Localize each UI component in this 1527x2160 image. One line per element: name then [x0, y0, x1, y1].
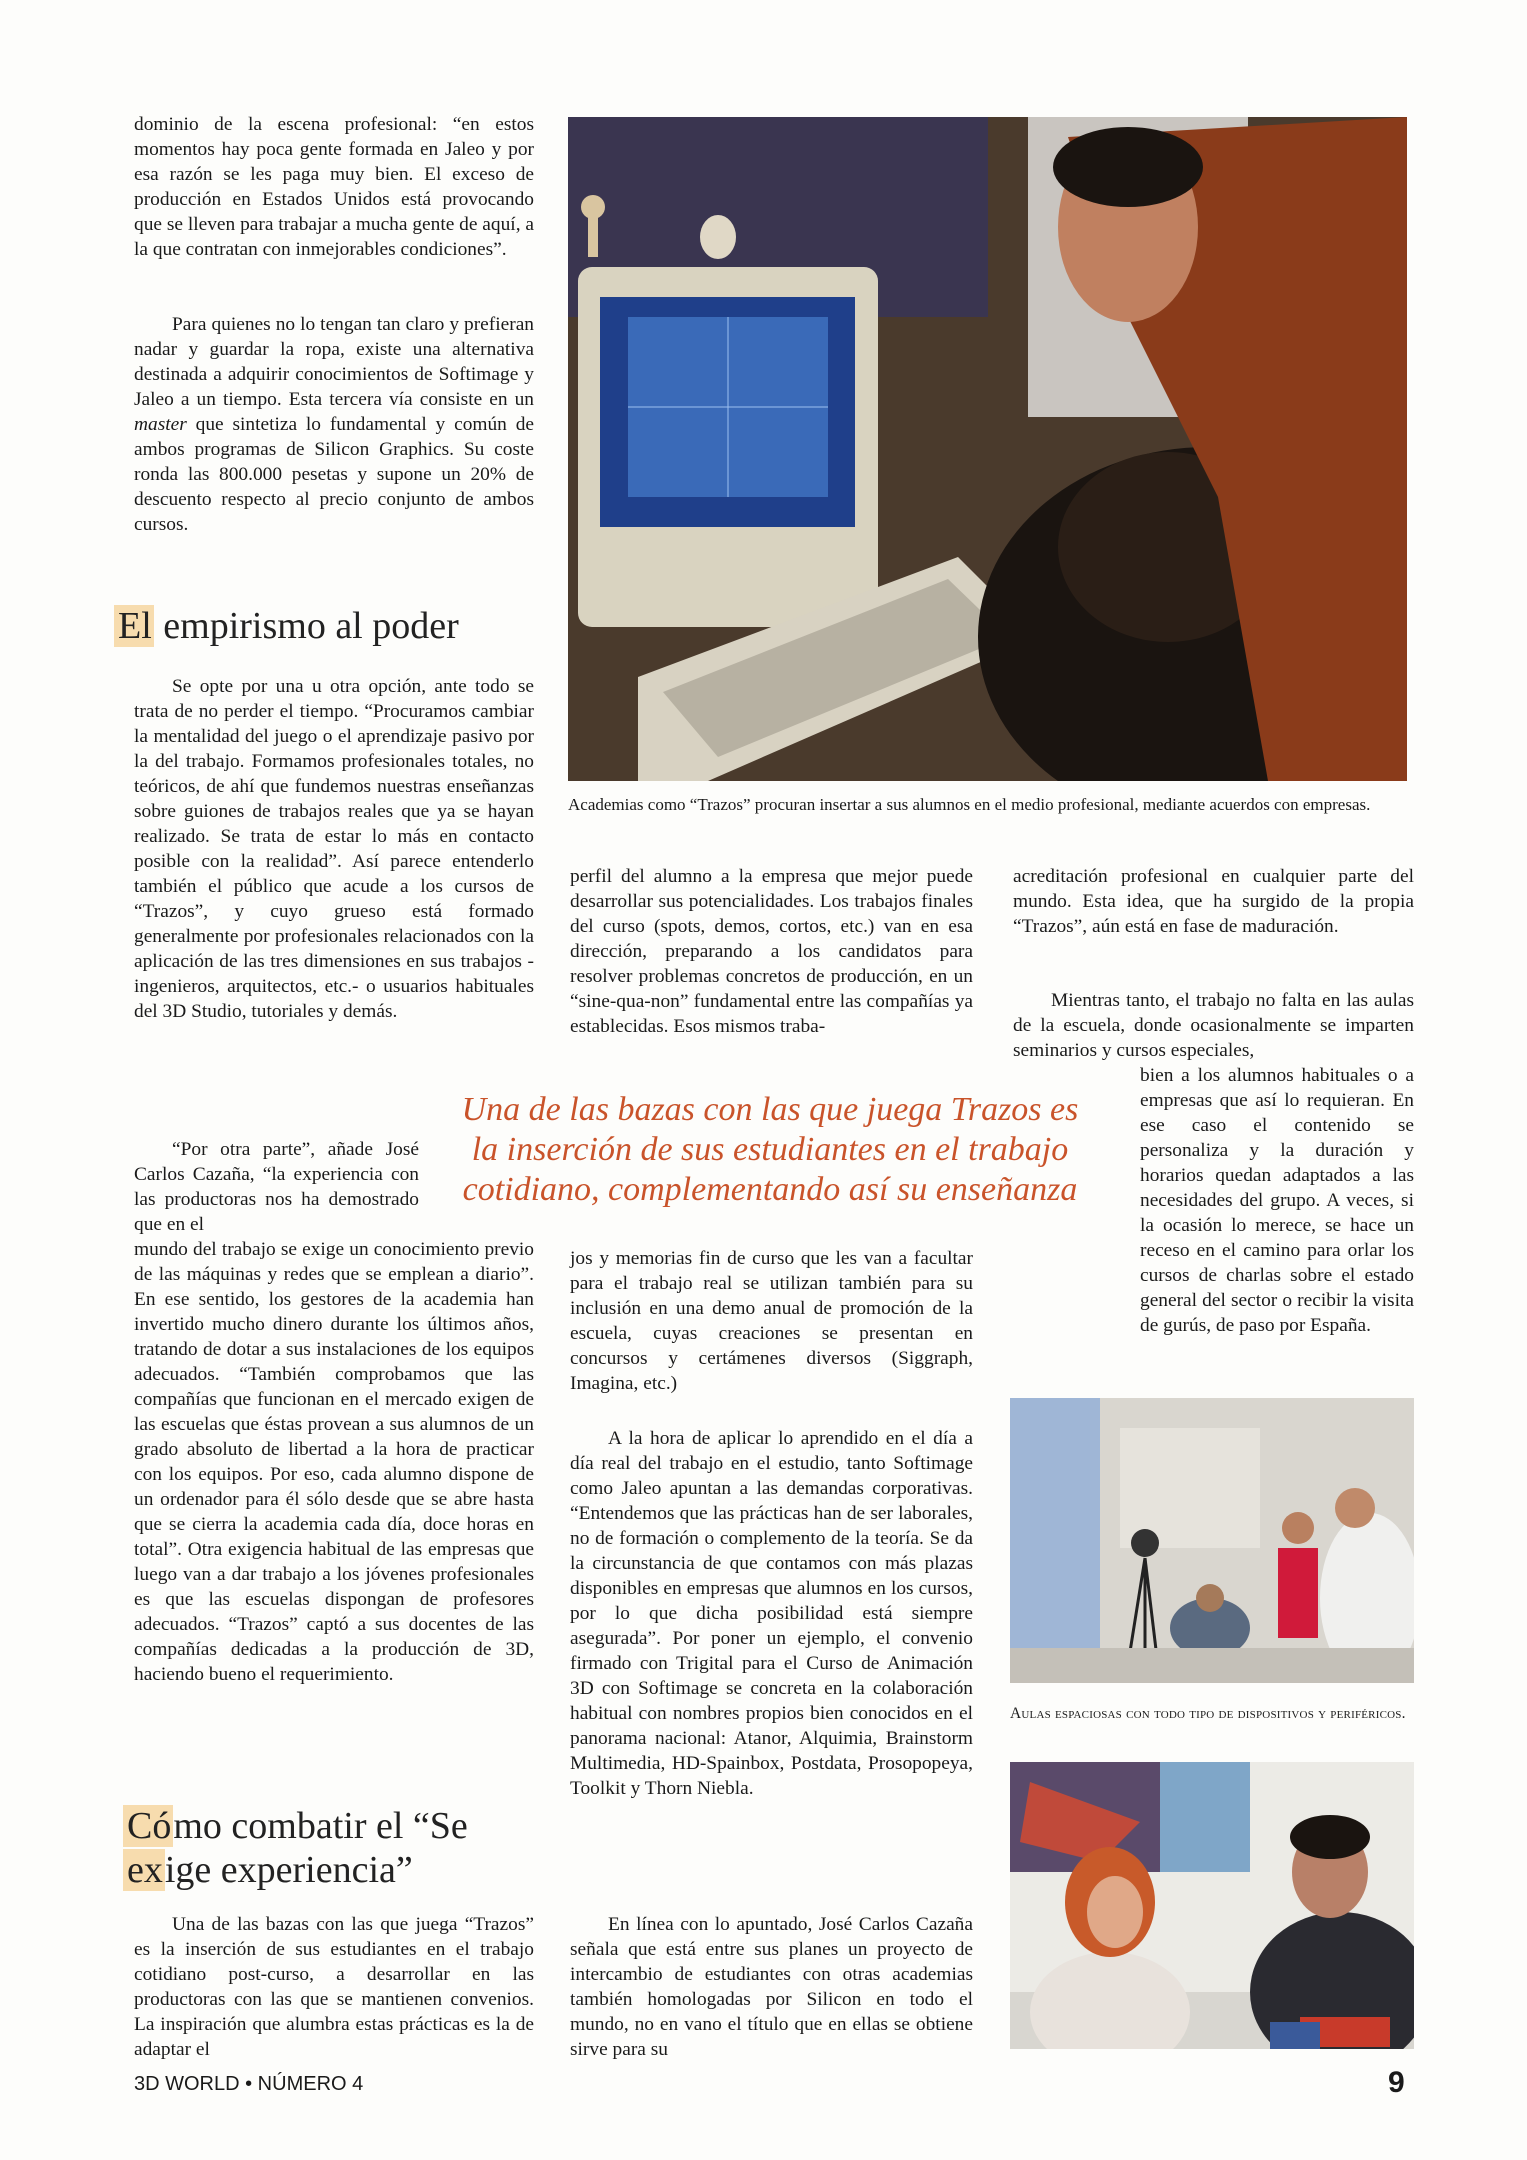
photo-computer-lab: [568, 117, 1407, 781]
col1-para2: [134, 312, 534, 537]
heading-highlight: El: [114, 605, 154, 647]
col1-para5-text: Una de las bazas con las que juega “Trazos” es la inserción de sus estudiantes en el trabajo cotidiano post-curso, a desarrollar en las productoras con las que se mantienen convenios. La inspiración que alumbra estas prácticas es la de adaptar el: [134, 1914, 534, 2060]
photo-meeting: [1010, 1762, 1414, 2049]
col3-para2b: [1140, 1063, 1414, 1338]
photo-meeting-illustration: [1010, 1762, 1414, 2049]
col1-para4b-text: mundo del trabajo se exige un conocimiento previo de las máquinas y redes que se emplean a diario”. En ese sentido, los gestores de la academia han invertido mucho dinero durante los últimos años, tratando de dotar a sus instalaciones de los equipos adecuados. “También comprobamos que las compañías que funcionan en el mercado exigen de las escuelas que éstas provean a sus alumnos de un grado absoluto de libertad a la hora de practicar con los equipos. Por eso, cada alumno dispone de un ordenador para él sólo desde que se abre hasta que se cierra la academia cada día, doce horas en total”. Otra exigencia habitual de las empresas que luego van a dar trabajo a los jóvenes profesionales es que las escuelas dispongan de profesores adecuados. “Trazos” captó a sus docentes de las compañías dedicadas a la producción de 3D, haciendo bueno el requerimiento.: [134, 1239, 534, 1685]
col1-para4b: [134, 1237, 534, 1687]
page-number-text: 9: [1388, 2066, 1405, 2099]
photo-classroom: [1010, 1398, 1414, 1683]
col3-para1-text: acreditación profesional en cualquier parte del mundo. Esta idea, que ha surgido de la propia “Trazos”, aún está en fase de maduración.: [1013, 866, 1414, 937]
photo-classroom-caption: [1010, 1704, 1414, 1724]
col3-para2b-text: bien a los alumnos habituales o a empresas que así lo requieran. En ese caso el contenido se personaliza y la duración y horarios quedan adaptados a las necesidades del grupo. A veces, si la ocasión lo merece, se hace un receso en el camino para orlar los cursos de charlas sobre el estado general del sector o recibir la visita de gurús, de paso por España.: [1140, 1065, 1414, 1336]
pull-quote: [420, 1090, 1120, 1210]
col1-para5: [134, 1912, 534, 2062]
col2-para3-text: A la hora de aplicar lo aprendido en el día a día real del trabajo en el estudio, tanto Softimage como Jaleo apuntan a las demandas corporativas. “Entendemos que las prácticas han de ser laborales, no de formación o complemento de la teoría. Se da la circunstancia de que contamos con más plazas disponibles en empresas que alumnos en los cursos, por lo que dicha posibilidad está siempre asegurada”. Por poner un ejemplo, el convenio firmado con Trigital para el Curso de Animación 3D con Softimage se concreta en la colaboración habitual con nombres propios bien conocidos en el panorama nacional: Atanor, Alquimia, Brainstorm Multimedia, HD-Spainbox, Postdata, Prosopopeya, Toolkit y Thorn Niebla.: [570, 1428, 973, 1799]
section-heading-empirismo: [118, 604, 558, 648]
heading2-text-1: mo combatir el “Se: [173, 1805, 468, 1847]
col3-para2a: [1013, 988, 1414, 1063]
col1-para2-text-a: Para quienes no lo tengan tan claro y prefieran nadar y guardar la ropa, existe una alternativa destinada a adquirir conocimientos de Softimage y Jaleo a un tiempo. Esta tercera vía consiste en un: [134, 314, 534, 410]
col2-para4-text: En línea con lo apuntado, José Carlos Cazaña señala que está entre sus planes un proyecto de intercambio de estudiantes con otras academias también homologadas por Silicon en todo el mundo, no en vano el título que en ellas se obtiene sirve para su: [570, 1914, 973, 2060]
col1-para2-emphasis: master: [134, 414, 187, 435]
col2-para3: [570, 1426, 973, 1801]
col1-para4a: [134, 1137, 419, 1237]
col2-para2-text: jos y memorias fin de curso que les van a facultar para el trabajo real se utilizan también para su inclusión en una demo anual de promoción de la escuela, cuyas creaciones se presentan en concursos y certámenes diversos (Siggraph, Imagina, etc.): [570, 1248, 973, 1394]
heading2-highlight-1: Có: [123, 1805, 173, 1847]
footer-publication: [134, 2073, 363, 2096]
pull-quote-line1: Una de las bazas con las que juega Trazos es: [461, 1091, 1079, 1128]
heading2-highlight-2: ex: [123, 1849, 165, 1891]
col3-para1: [1013, 864, 1414, 939]
col2-para1: [570, 864, 973, 1039]
photo-classroom-illustration: [1010, 1398, 1414, 1683]
col1-para4a-text: “Por otra parte”, añade José Carlos Cazaña, “la experiencia con las productoras nos ha demostrado que en el: [134, 1139, 419, 1235]
col1-para2-text-b: que sintetiza lo fundamental y común de ambos programas de Silicon Graphics. Su coste ronda las 800.000 pesetas y supone un 20% de descuento respecto al precio conjunto de ambos cursos.: [134, 414, 534, 535]
heading-text: empirismo al poder: [153, 605, 459, 647]
col2-para2: [570, 1246, 973, 1396]
heading2-text-2: ige experiencia”: [164, 1849, 413, 1891]
pull-quote-line3: cotidiano, complementando así su enseñanza: [462, 1171, 1078, 1208]
col1-para1-text: dominio de la escena profesional: “en estos momentos hay poca gente formada en Jaleo y por esa razón se les paga muy bien. El exceso de producción en Estados Unidos está provocando que se lleven para trabajar a mucha gente de aquí, a la que contratan con inmejorables condiciones”.: [134, 114, 534, 260]
col1-para3-text: Se opte por una u otra opción, ante todo se trata de no perder el tiempo. “Procuramos cambiar la mentalidad del juego o el aprendizaje pasivo por la del trabajo. Formamos profesionales totales, no teóricos, de ahí que fundemos nuestras enseñanzas sobre guiones de trabajos reales que ya se hayan realizado. Se trata de estar lo más en contacto posible con la realidad”. Así parece entenderlo también el público que acude a los cursos de “Trazos”, y cuyo grueso está formado generalmente por profesionales relacionados con la aplicación de las tres dimensiones en sus trabajos - ingenieros, arquitectos, etc.- o usuarios habituales del 3D Studio, tutoriales y demás.: [134, 676, 534, 1022]
page-number: [1388, 2066, 1405, 2100]
col1-para1: [134, 112, 534, 262]
footer-publication-text: 3D WORLD • NÚMERO 4: [134, 2073, 364, 2095]
col1-para3: [134, 674, 534, 1024]
photo-computer-lab-illustration: [568, 117, 1407, 781]
col2-para1-text: perfil del alumno a la empresa que mejor puede desarrollar sus potencialidades. Los trabajos finales del curso (spots, demos, cortos, etc.) van en esa dirección, preparando a los candidatos para resolver problemas concretos de producción, en un “sine-qua-non” fundamental entre las compañías ya establecidas. Esos mismos traba-: [570, 866, 973, 1037]
photo-classroom-caption-text: Aulas espaciosas con todo tipo de dispositivos y periféricos.: [1010, 1705, 1406, 1722]
photo-top-caption-text: Academias como “Trazos” procuran insertar a sus alumnos en el medio profesional, mediante acuerdos con empresas.: [568, 795, 1371, 814]
photo-top-caption: [568, 794, 1413, 815]
pull-quote-line2: la inserción de sus estudiantes en el trabajo: [471, 1131, 1069, 1168]
col2-para4: [570, 1912, 973, 2062]
section-heading-experiencia: [127, 1804, 567, 1892]
col3-para2a-text: Mientras tanto, el trabajo no falta en las aulas de la escuela, donde ocasionalmente se imparten seminarios y cursos especiales,: [1013, 990, 1414, 1061]
